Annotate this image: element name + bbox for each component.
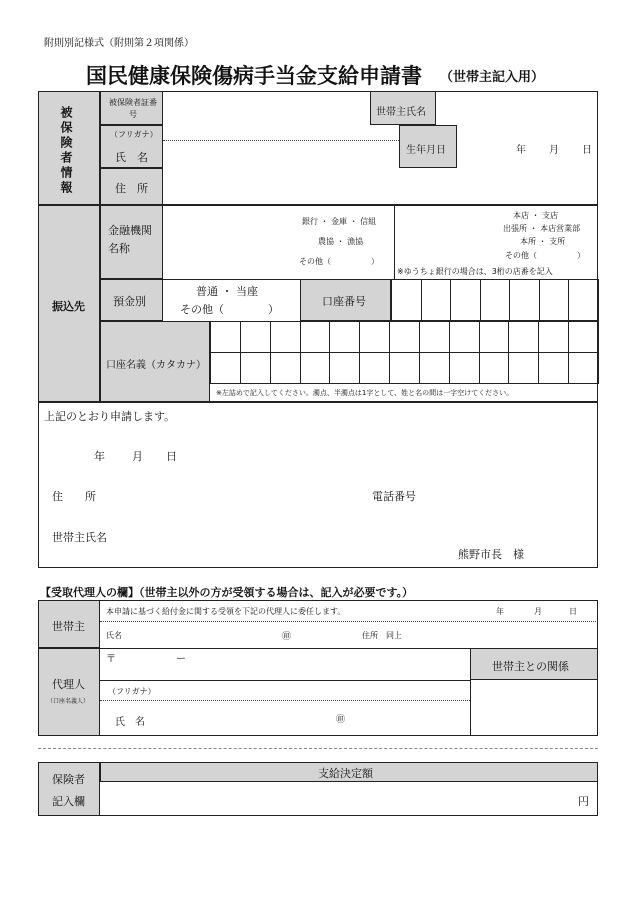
cert-number-label: 被保険者証番号 — [109, 98, 157, 119]
account-name-cell[interactable] — [389, 352, 420, 384]
account-number-cell[interactable] — [391, 279, 422, 321]
account-name-cell[interactable] — [479, 321, 510, 353]
delegation-text: 本申請に基づく給付金に関する受領を下記の代理人に委任します。 — [106, 607, 346, 616]
agent-furigana-label: （フリガナ） — [108, 687, 156, 696]
proxy-householder-label: 世帯主 — [52, 620, 85, 633]
furigana-field[interactable] — [164, 126, 398, 140]
account-name-cell[interactable] — [240, 321, 271, 353]
name-label: 氏 名 — [115, 151, 148, 164]
account-name-note: ※左詰めで記入してください。濁点、半濁点は1字として、姓と名の間は一字空けてください。 — [216, 389, 514, 397]
phone-label: 電話番号 — [372, 490, 416, 503]
birth-month-unit: 月 — [549, 145, 559, 156]
agent-name-field[interactable] — [160, 702, 330, 734]
form-subtitle: （世帯主記入用） — [440, 70, 545, 85]
cert-number-field[interactable] — [164, 92, 370, 124]
deposit-type-label: 預金別 — [113, 295, 146, 308]
account-name-cell[interactable] — [270, 321, 301, 353]
account-name-cell[interactable] — [508, 352, 539, 384]
address-field[interactable] — [164, 169, 597, 204]
account-number-cell[interactable] — [421, 279, 452, 321]
address-label: 住 所 — [115, 182, 148, 195]
deposit-types-line1[interactable]: 普通 ・ 当座 — [196, 285, 258, 298]
addressee: 熊野市長 様 — [458, 548, 524, 561]
account-name-cell[interactable] — [419, 321, 450, 353]
account-name-cell[interactable] — [270, 352, 301, 384]
account-name-cell[interactable] — [508, 321, 539, 353]
postal-mark: 〒 — [106, 654, 116, 665]
branch-type-4: その他（ ） — [505, 251, 585, 260]
bank-type-3: その他（ ） — [299, 257, 379, 266]
agent-address-field[interactable] — [120, 650, 460, 678]
decl-address-field[interactable] — [110, 484, 360, 504]
account-number-cell[interactable] — [480, 279, 511, 321]
declaration-date-field[interactable] — [60, 444, 180, 464]
bank-label: 金融機関名称 — [108, 224, 152, 255]
yucho-note: ※ゆうちょ銀行の場合は、3桁の店番を記入 — [397, 267, 553, 276]
account-name-cell[interactable] — [210, 352, 241, 384]
decl-householder-field[interactable] — [120, 525, 370, 545]
bank-type-2: 農協 ・ 漁協 — [318, 237, 364, 246]
account-name-cell[interactable] — [240, 352, 271, 384]
branch-type-3: 本所 ・ 支所 — [520, 237, 566, 246]
branch-type-1: 本店 ・ 支店 — [513, 211, 559, 220]
proxy-year-unit: 年 — [496, 607, 504, 616]
phone-field[interactable] — [430, 484, 590, 504]
account-name-cell[interactable] — [419, 352, 450, 384]
account-name-cell[interactable] — [300, 352, 331, 384]
separator-line — [38, 748, 598, 749]
householder-name-label: 世帯主氏名 — [376, 107, 426, 118]
account-number-cell[interactable] — [509, 279, 540, 321]
currency-label: 円 — [578, 795, 589, 808]
bank-type-1: 銀行 ・ 金庫 ・ 信組 — [302, 217, 377, 226]
amount-field[interactable] — [102, 784, 572, 814]
postal-dash: ー — [176, 654, 186, 665]
declaration-statement: 上記のとおり申請します。 — [44, 410, 176, 423]
form-reference: 附則別記様式（附則第２項関係） — [44, 38, 194, 49]
decl-month-unit: 月 — [132, 450, 143, 463]
seal-mark: ㊞ — [282, 632, 292, 642]
decl-year-unit: 年 — [94, 450, 105, 463]
account-name-cell[interactable] — [389, 321, 420, 353]
proxy-month-unit: 月 — [534, 607, 542, 616]
branch-name-field[interactable] — [396, 206, 496, 264]
account-name-cell[interactable] — [568, 321, 599, 353]
account-name-cell[interactable] — [210, 321, 241, 353]
relation-field[interactable] — [471, 681, 597, 735]
form-title: 国民健康保険傷病手当金支給申請書 — [86, 64, 422, 88]
account-name-cell[interactable] — [568, 352, 599, 384]
agent-name-label: 氏 名 — [115, 717, 145, 728]
account-name-cell[interactable] — [449, 321, 480, 353]
account-number-label: 口座番号 — [322, 295, 366, 308]
birthdate-field[interactable] — [458, 126, 597, 167]
account-name-label: 口座名義（カタカナ） — [106, 360, 206, 371]
account-number-cell[interactable] — [568, 279, 599, 321]
insured-section-label: 被保険者情報 — [59, 106, 73, 196]
account-name-cell[interactable] — [329, 321, 360, 353]
furigana-label: （フリガナ） — [110, 130, 158, 139]
proxy-householder-name-field[interactable] — [130, 624, 270, 644]
householder-name-field[interactable] — [437, 92, 597, 124]
account-name-cell[interactable] — [329, 352, 360, 384]
decl-day-unit: 日 — [166, 450, 177, 463]
account-name-cell[interactable] — [359, 321, 390, 353]
account-name-cell[interactable] — [538, 352, 569, 384]
insurer-label-2: 記入欄 — [52, 795, 85, 808]
account-name-cell[interactable] — [449, 352, 480, 384]
deposit-types-line2[interactable]: その他（ ） — [180, 303, 279, 316]
agent-label: 代理人 — [52, 678, 85, 691]
account-name-cell[interactable] — [300, 321, 331, 353]
proxy-day-unit: 日 — [569, 607, 577, 616]
amount-label: 支給決定額 — [318, 767, 373, 780]
decl-householder-label: 世帯主氏名 — [52, 531, 107, 544]
address-same: 住所 同上 — [362, 631, 402, 640]
relation-label: 世帯主との関係 — [492, 660, 569, 673]
account-name-cell[interactable] — [479, 352, 510, 384]
branch-type-2: 出張所 ・ 本店営業部 — [503, 224, 581, 233]
transfer-section-label: 振込先 — [52, 300, 85, 313]
decl-address-label: 住 所 — [52, 490, 96, 503]
birthdate-label: 生年月日 — [406, 145, 446, 156]
proxy-name-label: 氏名 — [106, 631, 122, 640]
bank-name-field[interactable] — [164, 206, 394, 278]
account-name-cell[interactable] — [359, 352, 390, 384]
account-number-cell[interactable] — [539, 279, 570, 321]
account-number-cell[interactable] — [450, 279, 481, 321]
proxy-heading: 【受取代理人の欄】（世帯主以外の方が受領する場合は、記入が必要です。） — [40, 586, 414, 599]
name-field[interactable] — [164, 141, 398, 167]
agent-sub-label: （口座名義人） — [47, 698, 90, 705]
birth-year-unit: 年 — [516, 145, 526, 156]
account-name-cell[interactable] — [538, 321, 569, 353]
agent-seal-mark: ㊞ — [336, 715, 346, 725]
birth-day-unit: 日 — [582, 145, 592, 156]
insurer-label-1: 保険者 — [52, 773, 85, 786]
